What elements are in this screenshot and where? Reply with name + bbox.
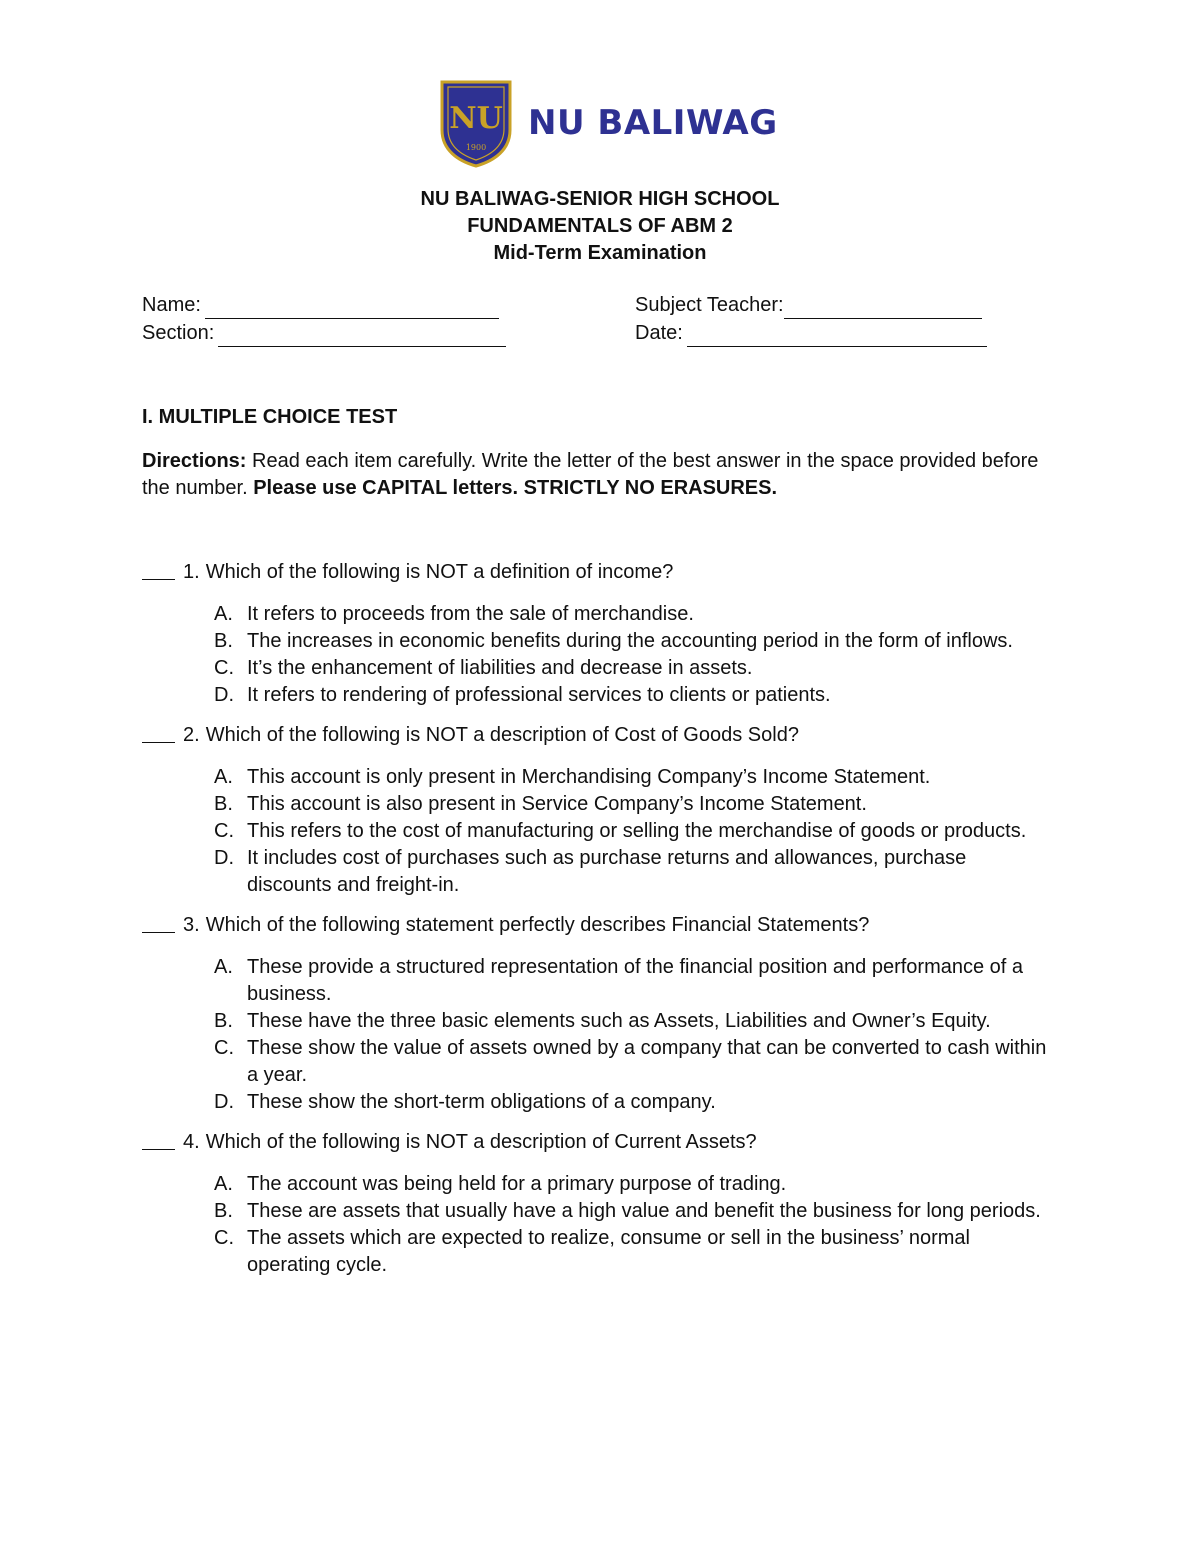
option-item bbox=[142, 791, 1062, 818]
option-list bbox=[142, 1171, 1062, 1279]
field-row bbox=[142, 319, 1022, 347]
answer-blank[interactable] bbox=[142, 559, 175, 580]
option-text: It’s the enhancement of liabilities and decrease in assets. bbox=[247, 657, 753, 679]
teacher-label: Subject Teacher: bbox=[635, 294, 784, 316]
option-item bbox=[142, 764, 1062, 791]
option-item bbox=[142, 1171, 1062, 1198]
directions bbox=[142, 448, 1062, 502]
exam-title: Mid-Term Examination bbox=[493, 242, 707, 264]
section-label: Section: bbox=[142, 322, 215, 344]
option-letter: A. bbox=[214, 766, 233, 788]
question-item bbox=[142, 912, 1062, 1116]
logo-wordmark: NU BALIWAG bbox=[528, 102, 778, 143]
answer-blank[interactable] bbox=[142, 1129, 175, 1150]
option-item bbox=[142, 1225, 1062, 1279]
option-text: These show the short-term obligations of a company. bbox=[247, 1091, 716, 1113]
option-item bbox=[142, 818, 1062, 845]
option-text: These are assets that usually have a high value and benefit the business for long periods. bbox=[247, 1200, 1041, 1222]
exam-header bbox=[0, 186, 1200, 267]
question-text: Which of the following is NOT a description of Cost of Goods Sold? bbox=[205, 724, 799, 746]
question-number: 1. bbox=[183, 561, 200, 583]
option-text: It refers to proceeds from the sale of merchandise. bbox=[247, 603, 694, 625]
question-stem bbox=[142, 722, 1062, 749]
option-letter: B. bbox=[214, 793, 233, 815]
option-letter: C. bbox=[214, 1227, 234, 1249]
question-item bbox=[142, 722, 1062, 899]
option-letter: A. bbox=[214, 1173, 233, 1195]
question-number: 4. bbox=[183, 1131, 200, 1153]
question-number: 2. bbox=[183, 724, 200, 746]
option-letter: D. bbox=[214, 847, 234, 869]
option-letter: D. bbox=[214, 1091, 234, 1113]
section-field[interactable] bbox=[142, 319, 635, 347]
option-letter: A. bbox=[214, 956, 233, 978]
date-field[interactable] bbox=[635, 319, 987, 347]
school-name: NU BALIWAG-SENIOR HIGH SCHOOL bbox=[420, 188, 780, 210]
option-text: It refers to rendering of professional services to clients or patients. bbox=[247, 684, 831, 706]
question-stem bbox=[142, 1129, 1062, 1156]
option-letter: B. bbox=[214, 1010, 233, 1032]
option-item bbox=[142, 628, 1062, 655]
option-letter: C. bbox=[214, 820, 234, 842]
option-text: This account is also present in Service Company’s Income Statement. bbox=[247, 793, 867, 815]
option-list bbox=[142, 601, 1062, 709]
school-logo bbox=[436, 78, 778, 168]
option-text: This account is only present in Merchandising Company’s Income Statement. bbox=[247, 766, 931, 788]
answer-blank[interactable] bbox=[142, 722, 175, 743]
section-title: I. MULTIPLE CHOICE TEST bbox=[142, 406, 398, 428]
question-item bbox=[142, 559, 1062, 709]
question-text: Which of the following is NOT a description of Current Assets? bbox=[205, 1131, 757, 1153]
option-item bbox=[142, 954, 1062, 1008]
teacher-field[interactable] bbox=[635, 291, 982, 319]
option-text: These provide a structured representation of the financial position and performance of a business. bbox=[247, 956, 1024, 1005]
name-label: Name: bbox=[142, 294, 201, 316]
field-row bbox=[142, 291, 1022, 319]
option-text: These show the value of assets owned by a company that can be converted to cash within a year. bbox=[247, 1037, 1047, 1086]
option-item bbox=[142, 845, 1062, 899]
subject-title: FUNDAMENTALS OF ABM 2 bbox=[467, 215, 733, 237]
directions-text: Read each item carefully. Write the letter of the best answer in the space provided before the number. bbox=[142, 450, 1039, 499]
question-item bbox=[142, 1129, 1062, 1279]
option-text: It includes cost of purchases such as purchase returns and allowances, purchase discounts and freight-in. bbox=[247, 847, 967, 896]
option-item bbox=[142, 655, 1062, 682]
option-list bbox=[142, 764, 1062, 899]
option-text: The account was being held for a primary purpose of trading. bbox=[247, 1173, 787, 1195]
option-letter: D. bbox=[214, 684, 234, 706]
option-item bbox=[142, 682, 1062, 709]
option-text: The assets which are expected to realize, consume or sell in the business’ normal operating cycle. bbox=[247, 1227, 970, 1276]
directions-label: Directions: bbox=[142, 450, 247, 472]
option-letter: C. bbox=[214, 657, 234, 679]
option-letter: C. bbox=[214, 1037, 234, 1059]
question-text: Which of the following is NOT a definition of income? bbox=[205, 561, 674, 583]
crest-letters: NU bbox=[449, 101, 503, 136]
option-text: The increases in economic benefits during the accounting period in the form of inflows. bbox=[247, 630, 1013, 652]
option-item bbox=[142, 1198, 1062, 1225]
section-line[interactable] bbox=[218, 324, 506, 347]
teacher-line[interactable] bbox=[784, 296, 982, 319]
option-item bbox=[142, 1089, 1062, 1116]
option-item bbox=[142, 601, 1062, 628]
option-item bbox=[142, 1008, 1062, 1035]
date-label: Date: bbox=[635, 322, 683, 344]
question-text: Which of the following statement perfectly describes Financial Statements? bbox=[205, 914, 870, 936]
crest-year: 1900 bbox=[465, 143, 487, 152]
option-list bbox=[142, 954, 1062, 1116]
directions-emphasis: Please use CAPITAL letters. STRICTLY NO ERASURES. bbox=[253, 477, 778, 499]
name-field[interactable] bbox=[142, 291, 635, 319]
option-letter: B. bbox=[214, 1200, 233, 1222]
question-list bbox=[142, 559, 1062, 1292]
option-letter: A. bbox=[214, 603, 233, 625]
option-letter: B. bbox=[214, 630, 233, 652]
option-text: These have the three basic elements such as Assets, Liabilities and Owner’s Equity. bbox=[247, 1010, 991, 1032]
option-item bbox=[142, 1035, 1062, 1089]
date-line[interactable] bbox=[687, 324, 987, 347]
name-line[interactable] bbox=[205, 296, 499, 319]
question-number: 3. bbox=[183, 914, 200, 936]
question-stem bbox=[142, 912, 1062, 939]
question-stem bbox=[142, 559, 1062, 586]
student-info bbox=[142, 291, 1022, 347]
option-text: This refers to the cost of manufacturing or selling the merchandise of goods or products. bbox=[247, 820, 1027, 842]
crest-icon bbox=[436, 78, 516, 168]
answer-blank[interactable] bbox=[142, 912, 175, 933]
